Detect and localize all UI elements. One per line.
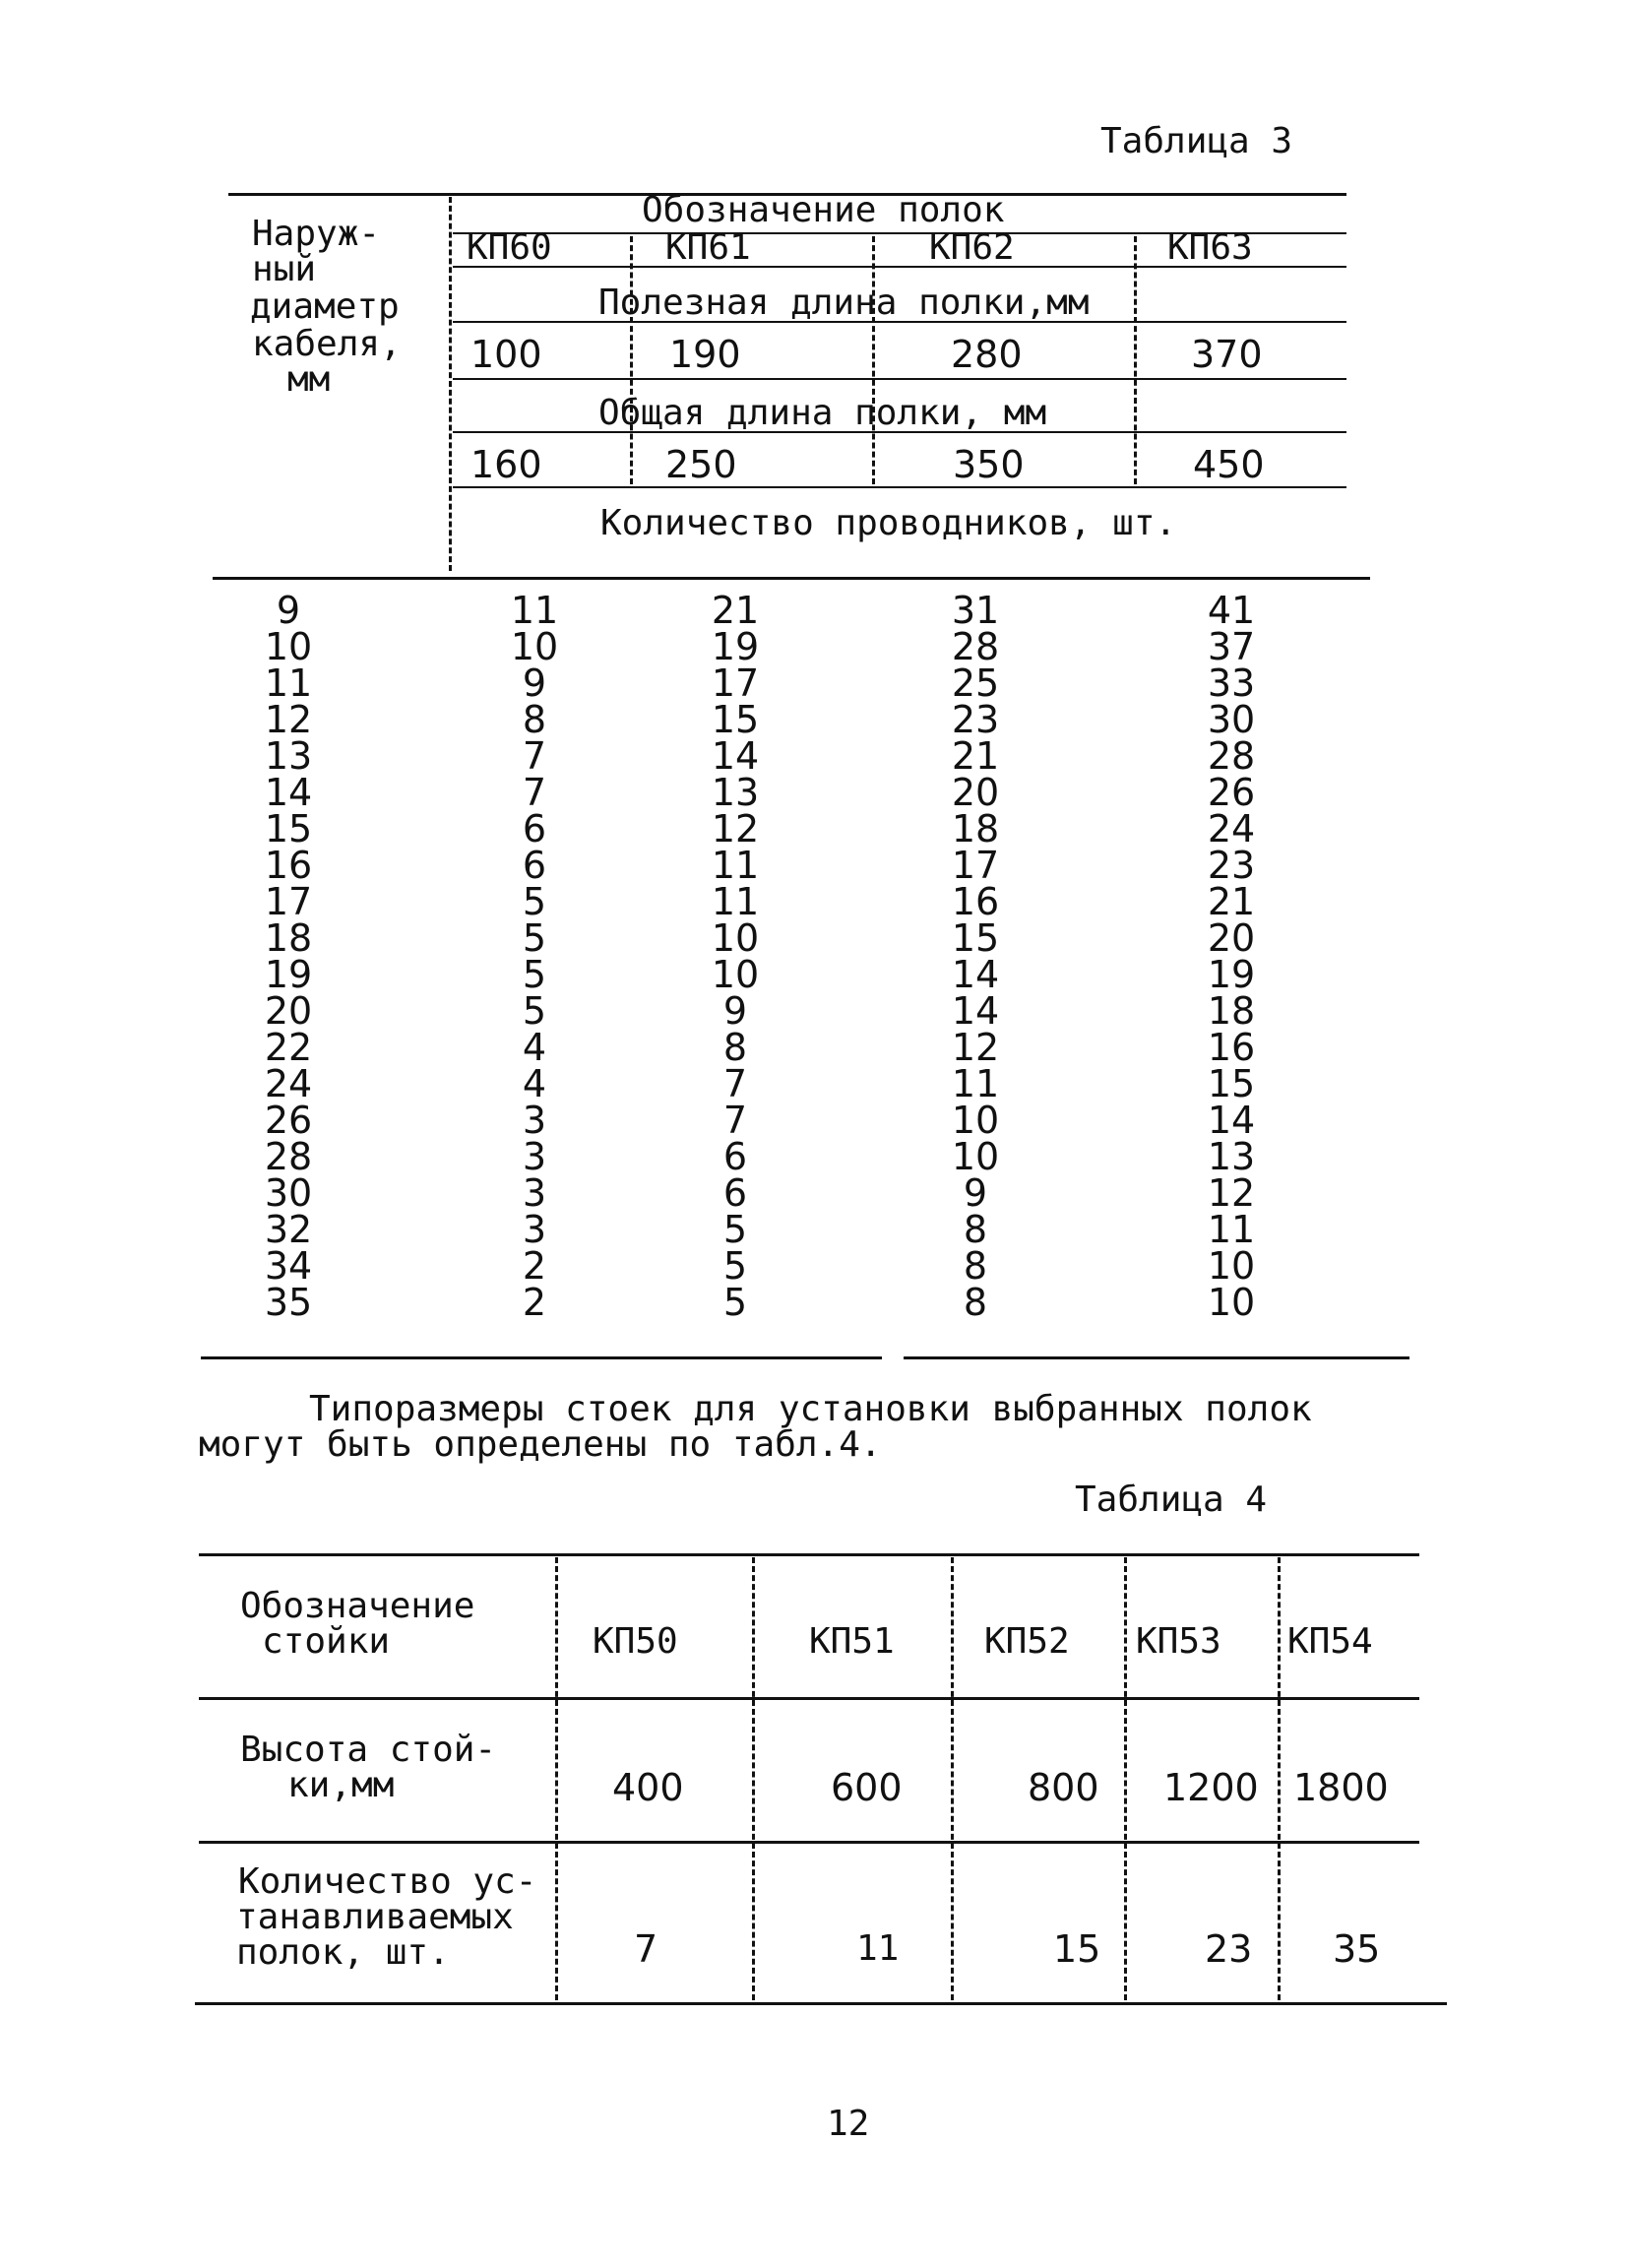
row-header-line: кабеля, <box>252 324 402 364</box>
kp61-value: 5 <box>722 1208 748 1251</box>
kp62-value: 10 <box>951 1099 1000 1142</box>
row-header-line: ный <box>252 249 317 289</box>
kp62-value: 31 <box>951 589 1000 632</box>
kp60-value: 3 <box>522 1135 547 1178</box>
diameter-value: 11 <box>264 662 313 705</box>
kp63-value: 12 <box>1207 1171 1256 1215</box>
rule <box>453 321 1346 323</box>
kp60-value: 3 <box>522 1171 547 1215</box>
kp62-value: 8 <box>963 1244 988 1288</box>
useful-length-kp61: 190 <box>669 333 741 376</box>
diameter-value: 20 <box>264 989 313 1033</box>
col-divider <box>1134 236 1137 484</box>
kp61-value: 12 <box>711 807 760 850</box>
diameter-value: 13 <box>264 734 313 778</box>
designation-kp62: КП62 <box>929 227 1015 268</box>
row-header-line: диаметр <box>250 286 400 327</box>
designation-kp53: КП53 <box>1136 1621 1221 1662</box>
diameter-value: 19 <box>264 953 313 996</box>
diameter-column <box>234 589 343 1324</box>
designation-kp52: КП52 <box>984 1621 1070 1662</box>
diameter-value: 32 <box>264 1208 313 1251</box>
kp60-value: 4 <box>522 1026 547 1069</box>
table4-top-rule <box>199 1553 1419 1556</box>
kp60-value: 9 <box>522 662 547 705</box>
kp63-value: 15 <box>1207 1062 1256 1105</box>
kp61-value: 21 <box>711 589 760 632</box>
kp61-value: 8 <box>722 1026 748 1069</box>
kp61-value: 10 <box>711 953 760 996</box>
kp63-value: 20 <box>1207 916 1256 960</box>
kp60-value: 7 <box>522 734 547 778</box>
kp61-value: 5 <box>722 1281 748 1324</box>
kp63-value: 28 <box>1207 734 1256 778</box>
useful-length-label: Полезная длина полки,мм <box>598 283 1090 323</box>
rule <box>453 431 1346 433</box>
kp63-value: 16 <box>1207 1026 1256 1069</box>
kp63-value: 37 <box>1207 625 1256 668</box>
table4-bottom-rule <box>195 2002 1447 2005</box>
col-divider <box>630 236 633 484</box>
count-kp51: 11 <box>856 1928 900 1969</box>
col-divider <box>872 236 875 484</box>
total-length-kp62: 350 <box>953 443 1025 486</box>
table3-bottom-rule-left <box>201 1356 882 1359</box>
kp62-value: 20 <box>951 771 1000 814</box>
kp62-value: 11 <box>951 1062 1000 1105</box>
kp60-column <box>480 589 589 1324</box>
diameter-value: 30 <box>264 1171 313 1215</box>
useful-length-kp63: 370 <box>1191 333 1263 376</box>
row-header-line: Наруж- <box>252 214 381 254</box>
diameter-value: 28 <box>264 1135 313 1178</box>
kp60-value: 3 <box>522 1099 547 1142</box>
kp60-value: 4 <box>522 1062 547 1105</box>
kp62-value: 8 <box>963 1281 988 1324</box>
table4-caption: Таблица 4 <box>1075 1480 1268 1520</box>
height-kp52: 800 <box>1028 1766 1099 1809</box>
useful-length-kp60: 100 <box>470 333 542 376</box>
kp63-value: 26 <box>1207 771 1256 814</box>
total-length-label: Общая длина полки, мм <box>598 393 1047 433</box>
diameter-value: 14 <box>264 771 313 814</box>
kp60-value: 6 <box>522 807 547 850</box>
kp63-column <box>1177 589 1285 1324</box>
kp61-value: 6 <box>722 1135 748 1178</box>
kp61-value: 7 <box>722 1099 748 1142</box>
kp61-value: 14 <box>711 734 760 778</box>
kp61-value: 19 <box>711 625 760 668</box>
rule <box>453 266 1346 268</box>
kp60-value: 7 <box>522 771 547 814</box>
kp62-value: 12 <box>951 1026 1000 1069</box>
kp62-value: 8 <box>963 1208 988 1251</box>
designation-label: Обозначение полок <box>642 190 1005 230</box>
diameter-value: 12 <box>264 698 313 741</box>
kp63-value: 18 <box>1207 989 1256 1033</box>
kp62-value: 14 <box>951 953 1000 996</box>
diameter-value: 22 <box>264 1026 313 1069</box>
designation-kp54: КП54 <box>1287 1621 1373 1662</box>
count-kp53: 23 <box>1205 1927 1253 1971</box>
kp63-value: 24 <box>1207 807 1256 850</box>
kp61-value: 6 <box>722 1171 748 1215</box>
kp60-value: 10 <box>510 625 559 668</box>
page-number: 12 <box>827 2104 870 2144</box>
row1-label-line: Обозначение <box>240 1586 475 1626</box>
count-kp52: 15 <box>1053 1927 1101 1971</box>
designation-kp60: КП60 <box>467 227 552 268</box>
diameter-value: 26 <box>264 1099 313 1142</box>
diameter-value: 35 <box>264 1281 313 1324</box>
kp61-value: 15 <box>711 698 760 741</box>
designation-kp51: КП51 <box>809 1621 895 1662</box>
designation-kp50: КП50 <box>593 1621 678 1662</box>
height-kp51: 600 <box>831 1766 903 1809</box>
kp63-value: 30 <box>1207 698 1256 741</box>
kp63-value: 11 <box>1207 1208 1256 1251</box>
kp60-value: 3 <box>522 1208 547 1251</box>
kp62-value: 14 <box>951 989 1000 1033</box>
kp62-value: 16 <box>951 880 1000 923</box>
useful-length-kp62: 280 <box>951 333 1023 376</box>
kp60-value: 11 <box>510 589 559 632</box>
kp63-value: 19 <box>1207 953 1256 996</box>
kp61-value: 17 <box>711 662 760 705</box>
kp63-value: 23 <box>1207 844 1256 887</box>
height-kp50: 400 <box>612 1766 684 1809</box>
kp61-value: 10 <box>711 916 760 960</box>
kp61-value: 13 <box>711 771 760 814</box>
kp63-value: 10 <box>1207 1281 1256 1324</box>
count-label: Количество проводников, шт. <box>600 503 1177 543</box>
kp62-value: 17 <box>951 844 1000 887</box>
total-length-kp61: 250 <box>665 443 737 486</box>
table3-bottom-rule-right <box>904 1356 1409 1359</box>
count-kp50: 7 <box>634 1927 658 1971</box>
kp60-value: 2 <box>522 1281 547 1324</box>
kp62-value: 9 <box>963 1171 988 1215</box>
paragraph-line-1: Типоразмеры стоек для установки выбранных полок <box>309 1389 1312 1429</box>
kp60-value: 5 <box>522 953 547 996</box>
kp61-value: 5 <box>722 1244 748 1288</box>
diameter-value: 17 <box>264 880 313 923</box>
kp62-value: 23 <box>951 698 1000 741</box>
table4-col-divider <box>555 1557 558 2000</box>
row3-label-line: танавливаемых <box>236 1897 514 1937</box>
kp62-value: 15 <box>951 916 1000 960</box>
kp63-value: 21 <box>1207 880 1256 923</box>
kp60-value: 5 <box>522 989 547 1033</box>
kp63-value: 10 <box>1207 1244 1256 1288</box>
row1-label-line: стойки <box>262 1621 391 1662</box>
row3-label-line: полок, шт. <box>236 1932 450 1973</box>
kp60-value: 5 <box>522 916 547 960</box>
kp60-value: 8 <box>522 698 547 741</box>
total-length-kp60: 160 <box>470 443 542 486</box>
count-kp54: 35 <box>1333 1927 1381 1971</box>
kp60-value: 2 <box>522 1244 547 1288</box>
total-length-kp63: 450 <box>1193 443 1265 486</box>
row2-label-line: ки,мм <box>287 1765 395 1805</box>
kp60-value: 6 <box>522 844 547 887</box>
kp62-column <box>921 589 1030 1324</box>
kp63-value: 13 <box>1207 1135 1256 1178</box>
diameter-value: 10 <box>264 625 313 668</box>
paragraph-line-2: могут быть определены по табл.4. <box>199 1424 882 1465</box>
row-header-line: мм <box>287 359 331 400</box>
designation-kp61: КП61 <box>665 227 751 268</box>
diameter-value: 9 <box>276 589 301 632</box>
height-kp53: 1200 <box>1163 1766 1259 1809</box>
kp63-value: 33 <box>1207 662 1256 705</box>
rule <box>453 378 1346 380</box>
kp61-value: 7 <box>722 1062 748 1105</box>
table4-col-divider <box>951 1557 954 2000</box>
row3-label-line: Количество ус- <box>238 1861 537 1902</box>
diameter-value: 15 <box>264 807 313 850</box>
table4-col-divider <box>752 1557 755 2000</box>
kp61-value: 11 <box>711 844 760 887</box>
kp61-column <box>681 589 789 1324</box>
table4-col-divider <box>1124 1557 1127 2000</box>
kp63-value: 14 <box>1207 1099 1256 1142</box>
height-kp54: 1800 <box>1293 1766 1389 1809</box>
table4-rule-2 <box>199 1841 1419 1844</box>
kp61-value: 11 <box>711 880 760 923</box>
table4-rule-1 <box>199 1697 1419 1700</box>
row2-label-line: Высота стой- <box>240 1730 497 1770</box>
kp62-value: 21 <box>951 734 1000 778</box>
kp62-value: 10 <box>951 1135 1000 1178</box>
kp61-value: 9 <box>722 989 748 1033</box>
kp62-value: 18 <box>951 807 1000 850</box>
kp63-value: 41 <box>1207 589 1256 632</box>
kp62-value: 28 <box>951 625 1000 668</box>
table3-caption: Таблица 3 <box>1100 121 1293 161</box>
diameter-value: 24 <box>264 1062 313 1105</box>
diameter-value: 34 <box>264 1244 313 1288</box>
table3-header-bottom-rule <box>213 577 1370 580</box>
diameter-value: 18 <box>264 916 313 960</box>
designation-kp63: КП63 <box>1167 227 1253 268</box>
rule <box>453 486 1346 488</box>
table4-col-divider <box>1278 1557 1281 2000</box>
diameter-value: 16 <box>264 844 313 887</box>
kp62-value: 25 <box>951 662 1000 705</box>
table3-header-divider <box>449 197 452 571</box>
kp60-value: 5 <box>522 880 547 923</box>
